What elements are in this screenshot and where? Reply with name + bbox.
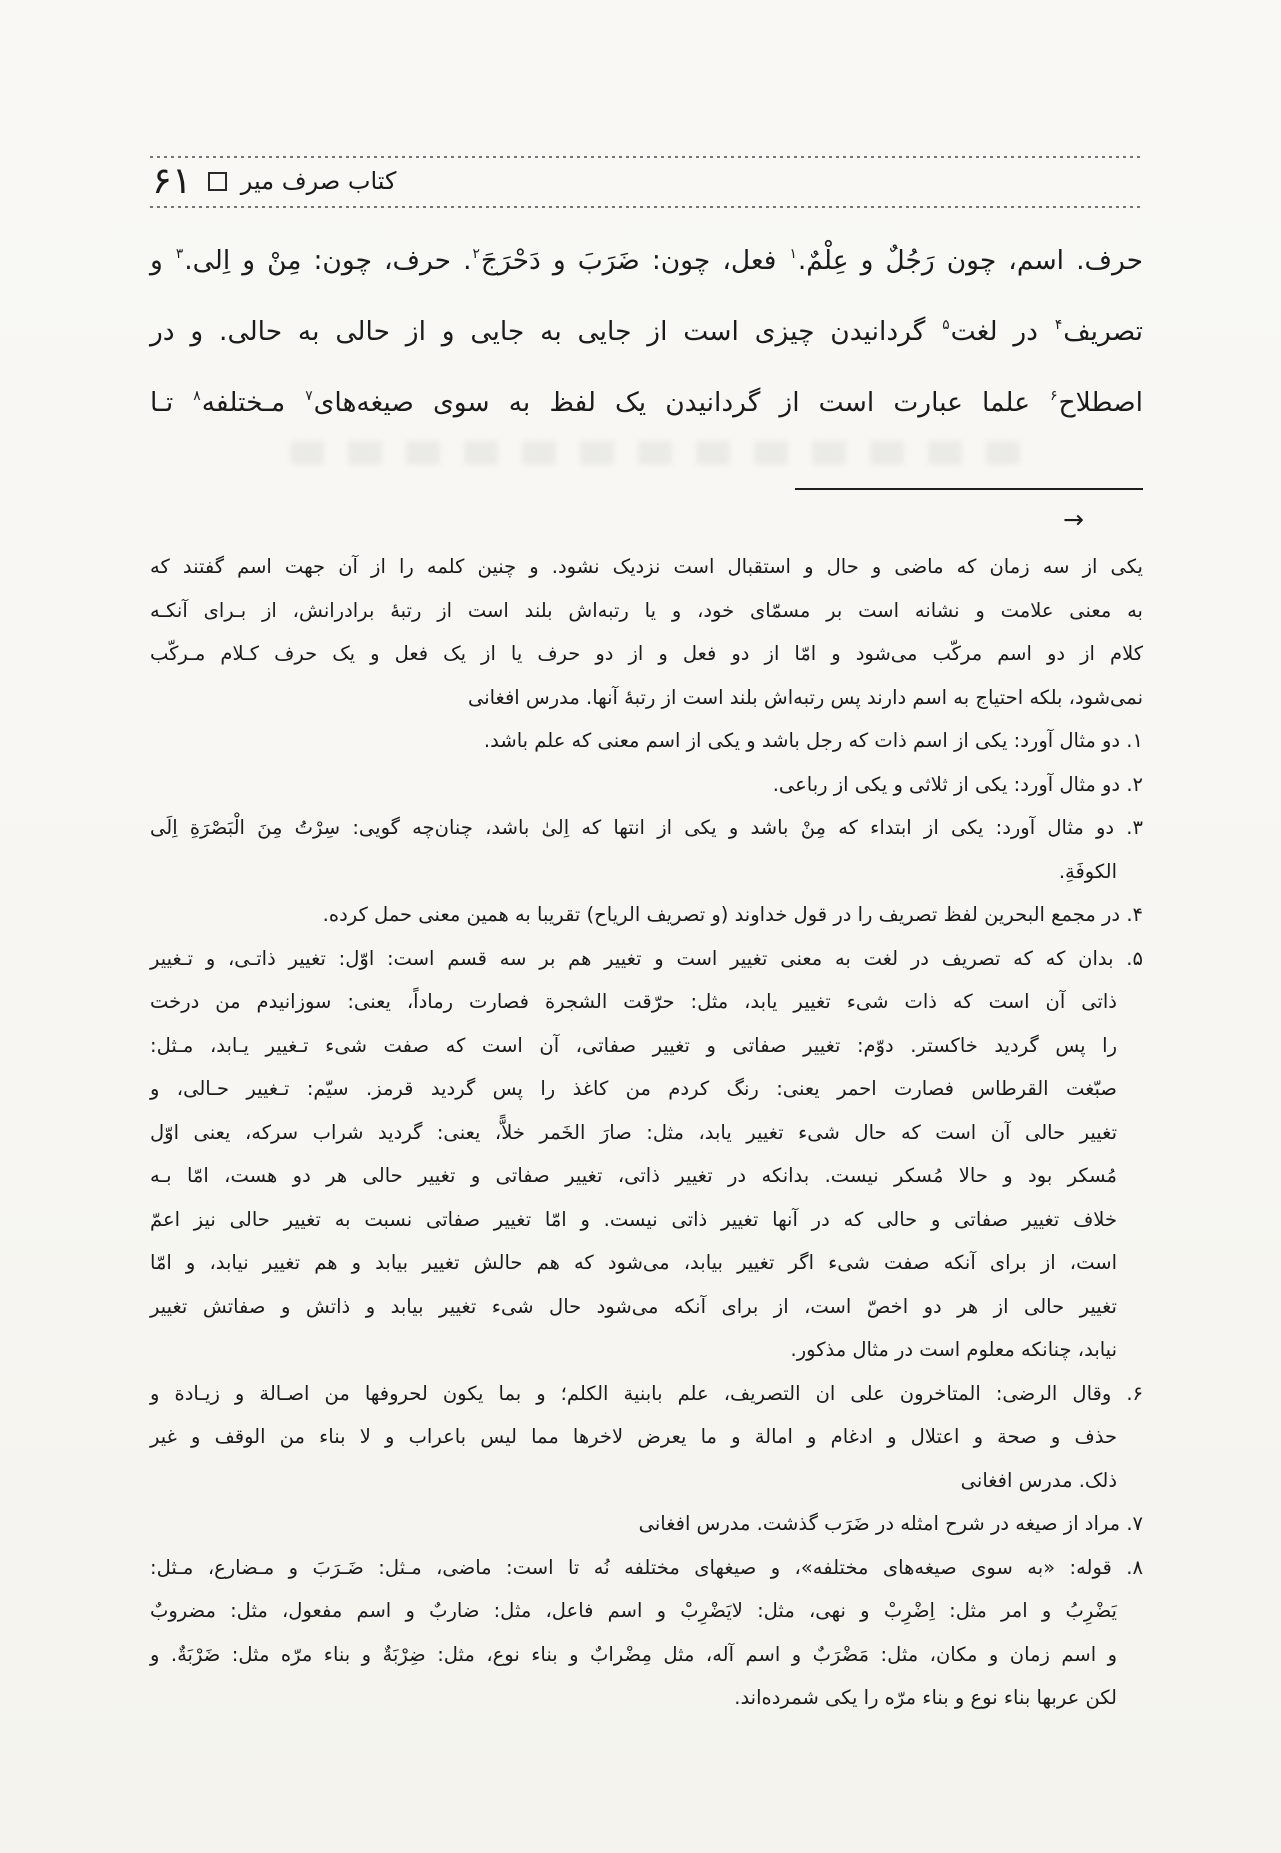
body-line <box>150 222 1143 293</box>
footnote-line: و اسم زمان و مکان، مثل: مَضْرَبٌ و اسم آله، مثل مِضْرابٌ و بناء نوع، مثل: ضِرْبَةٌ و بناء مرّه مثل: ضَرْبَةٌ. و <box>150 1642 1117 1666</box>
footnote-ref-superscript: ۷ <box>305 388 313 404</box>
footnote-line: تغییر حالی آن است که حال شیء تغییر یابد، مثل: صارَ الخَمر خلاًّ، یعنی: گردید شراب سرکه، یعنی اوّل <box>150 1120 1117 1144</box>
main-text <box>150 222 1143 435</box>
body-line <box>150 364 1143 435</box>
footnote-line: حذف و صحة و اعتلال و ادغام و امالة و ما یعرض لاخرها مما لیس باعراب و لا بناء من الوقف و غیر <box>150 1425 1117 1448</box>
footnote-line: لکن عربها بناء نوع و بناء مرّه را یکی شمرده‌اند. <box>734 1686 1117 1709</box>
footnote-line: به معنی علامت و نشانه است بر مسمّای خود، و یا رتبه‌اش بلند است از رتبهٔ برادرانش، از بـرای آنکـه <box>150 598 1143 622</box>
footnote-line: الکوفَةِ. <box>1058 859 1117 883</box>
footnote-line: را پس گردید خاکستر. دوّم: تغییر صفاتی و تغییر صفاتی، آن است که صفت شیء تـغییر یـابد، مـثل: <box>150 1033 1117 1057</box>
footnote-line: کلام از دو اسم مرکّب می‌شود و امّا از دو فعل و از دو حرف یا از یک فعل و یک حرف کـلام مـرکّب <box>150 642 1143 665</box>
footnote-line: یکی از سه زمان که ماضی و حال و استقبال است نزدیک نشود. و چنین کلمه را از آن جهت اسم گفتند که <box>150 555 1143 578</box>
footnote-line: نمی‌شود، بلکه احتیاج به اسم دارند پس رتبه‌اش بلند است از رتبهٔ آنها. مدرس افغانی <box>467 685 1143 709</box>
footnotes <box>150 545 1143 1720</box>
footnote-line: ۳. دو مثال آورد: یکی از ابتداء که مِنْ باشد و یکی از انتها که اِلیٰ باشد، چنان‌چه گویی: سِرْتُ مِنَ الْبَصْرَةِ اِلَی <box>150 816 1143 839</box>
footnote-line: ۴. در مجمع البحرین لفظ تصریف را در قول خداوند (و تصریف الریاح) تقریبا به همین معنی حمل کرده. <box>322 903 1143 926</box>
bleed-through-artifact <box>290 441 1020 465</box>
footnote-line: ۵. بدان که که تصریف در لغت به معنی تغییر است و تغییر هم بر سه قسم است: اوّل: تغییر ذاتـی، و تـغییر <box>150 946 1143 970</box>
footnote-ref-superscript: ۸ <box>193 388 201 404</box>
text-segment: حرف. اسم، چون رَجُلٌ و عِلْمٌ. <box>797 245 1143 276</box>
footnote-line: تغییر حالی از هر دو اخصّ است، از برای آنکه می‌شود حال شیء تغییر بیابد و ذاتش و صفاتش تغییر <box>150 1294 1117 1318</box>
text-segment: فعل، چون: ضَرَبَ و دَحْرَجَ <box>480 245 789 276</box>
footnote-ref-superscript: ۱ <box>789 246 797 262</box>
text-segment: اصطلاح <box>1058 387 1144 418</box>
footnote-line: ذاتی آن است که ذات شیء تغییر یابد، مثل: حرّقت الشجرة فصارت رماداً، یعنی: سوزانیدم من درخت <box>150 990 1117 1013</box>
footnote-line: یَضْرِبُ و امر مثل: اِضْرِبْ و نهی، مثل: لایَضْرِبْ و اسم فاعل، مثل: ضاربٌ و اسم مفعول، مثل: مضروبٌ <box>150 1599 1117 1622</box>
text-segment: تصریف <box>1063 316 1144 347</box>
book-title: کتاب صرف میر <box>240 167 397 195</box>
text-segment: گردانیدن چیزی است از جایی به جایی و از حالی به حالی. و در <box>150 316 942 347</box>
footnote-ref-superscript: ۶ <box>1050 388 1058 404</box>
text-segment: تـا <box>150 387 193 418</box>
footnote-line: خلاف تغییر صفاتی و حالی که در آنها تغییر ذاتی نیست. و امّا تغییر صفاتی نسبت به تغییر حالی نیز اعمّ <box>150 1207 1117 1231</box>
footnote-line: ۷. مراد از صیغه در شرح امثله در ضَرَب گذشت. مدرس افغانی <box>638 1512 1143 1535</box>
running-head <box>152 158 396 204</box>
footnote-ref-superscript: ۴ <box>1054 317 1063 333</box>
footnote-ref-superscript: ۳ <box>175 246 184 262</box>
footnote-separator <box>795 488 1143 490</box>
footnote-continuation-arrow-icon: → <box>1063 505 1084 534</box>
header-rule-bottom <box>150 206 1143 208</box>
text-segment: . حرف، چون: مِنْ و اِلی. <box>184 245 472 276</box>
footnote-line: ۱. دو مثال آورد: یکی از اسم ذات که رجل باشد و یکی از اسم معنی که علم باشد. <box>483 729 1143 752</box>
text-segment: علما عبارت است از گردانیدن یک لفظ به سوی صیغه‌های <box>313 387 1050 418</box>
page-number: ۶۱ <box>152 159 192 202</box>
footnote-line: ۸. قوله: «به سوی صیغه‌های مختلفه»، و صیغهای مختلفه نُه تا است: ماضی، مـثل: ضَـرَبَ و مـضارع، مـثل: <box>150 1555 1143 1579</box>
footnote-line: است، از برای آنکه صفت شیء اگر تغییر بیابد، می‌شود که هم حالش تغییر بیابد و هم تغییر نیابد، و امّا <box>150 1251 1117 1274</box>
footnote-line: صبّغت القرطاس فصارت احمر یعنی: رنگ کردم من کاغذ را پس گردید قرمز. سیّم: تـغییر حـالی، و <box>150 1077 1117 1100</box>
footnote-line: ۲. دو مثال آورد: یکی از ثلاثی و یکی از رباعی. <box>772 772 1143 796</box>
footnote-ref-superscript: ۲ <box>472 246 480 262</box>
footnote-ref-superscript: ۵ <box>942 317 950 333</box>
body-line <box>150 293 1143 364</box>
footnote-line: نیابد، چنانکه معلوم است در مثال مذکور. <box>790 1338 1117 1361</box>
footnote-line: ۶. وقال الرضی: المتاخرون علی ان التصریف، علم بابنیة الکلم؛ و بما یکون لحروفها من اصـالة و زیـادة و <box>150 1381 1143 1405</box>
header-square-icon <box>208 172 227 191</box>
text-segment: در لغت <box>950 316 1054 347</box>
text-segment: مـختلفه <box>201 387 305 418</box>
text-segment: و <box>150 245 175 276</box>
footnote-line: مُسکر بود و حالا مُسکر نیست. بدانکه در تغییر ذاتی، تغییر صفاتی و تغییر حالی هر دو هست، امّا بـه <box>150 1164 1117 1187</box>
footnote-line: ذلک. مدرس افغانی <box>960 1468 1117 1492</box>
